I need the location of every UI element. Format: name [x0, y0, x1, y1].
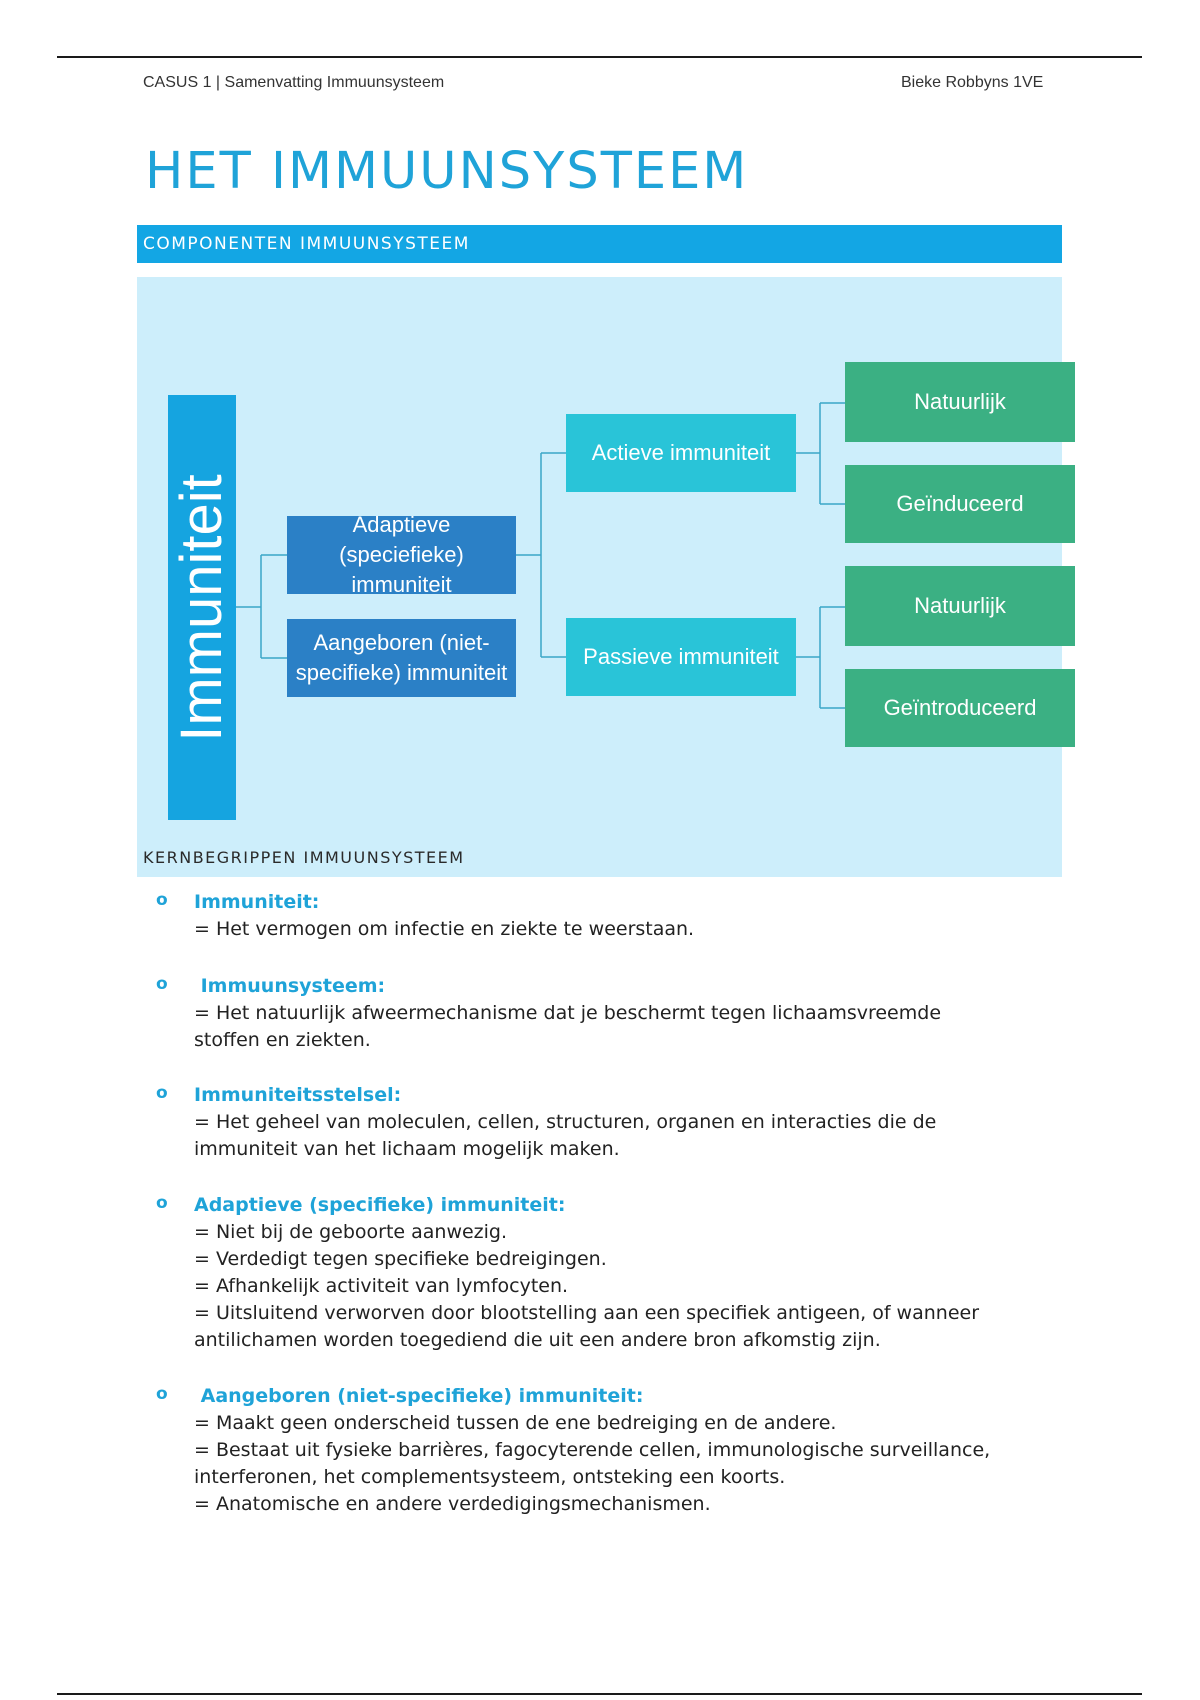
definition-line: = Uitsluitend verworven door blootstelling aan een specifiek antigeen, of wanneer — [194, 1302, 980, 1324]
definition-line: = Het natuurlijk afweermechanisme dat je beschermt tegen lichaamsvreemde — [194, 1002, 942, 1024]
bullet-marker: o — [156, 974, 168, 994]
bullet-marker: o — [156, 890, 168, 910]
definition-term: Immuunsysteem: — [194, 975, 386, 997]
definition-term: Immuniteit: — [194, 891, 320, 913]
definition-term: Immuniteitsstelsel: — [194, 1084, 402, 1106]
diagram-node-root — [168, 395, 236, 820]
section-heading-components: COMPONENTEN IMMUUNSYSTEEM — [137, 225, 1062, 263]
diagram-node-passive: Passieve immuniteit — [566, 618, 796, 696]
bullet-marker: o — [156, 1193, 168, 1213]
definition-item — [155, 1382, 1055, 1518]
diagram-node-passive-introduced: Geïntroduceerd — [845, 669, 1075, 747]
header-right: Bieke Robbyns 1VE — [901, 74, 1044, 91]
diagram-node-innate: Aangeboren (niet-specifieke) immuniteit — [287, 619, 516, 697]
definition-line: = Verdedigt tegen specifieke bedreigingen. — [194, 1248, 607, 1270]
diagram-node-active-natural: Natuurlijk — [845, 362, 1075, 442]
diagram-node-adaptive: Adaptieve (speciefieke) immuniteit — [287, 516, 516, 594]
definition-line: antilichamen worden toegediend die uit een andere bron afkomstig zijn. — [194, 1329, 881, 1351]
bullet-marker: o — [156, 1083, 168, 1103]
header-left: CASUS 1 | Samenvatting Immuunsysteem — [143, 74, 445, 91]
definition-line: = Het geheel van moleculen, cellen, structuren, organen en interacties die de — [194, 1111, 937, 1133]
diagram-node-passive-natural: Natuurlijk — [845, 566, 1075, 646]
definition-line: = Het vermogen om infectie en ziekte te weerstaan. — [194, 918, 695, 940]
diagram-node-active: Actieve immuniteit — [566, 414, 796, 492]
definition-term: Adaptieve (specifieke) immuniteit: — [194, 1194, 566, 1216]
definition-line: stoffen en ziekten. — [194, 1029, 371, 1051]
definition-item — [155, 888, 1055, 943]
definition-item — [155, 972, 1055, 1054]
bullet-marker: o — [156, 1384, 168, 1404]
diagram-node-active-induced: Geïnduceerd — [845, 465, 1075, 543]
definition-line: = Anatomische en andere verdedigingsmechanismen. — [194, 1493, 711, 1515]
definition-line: = Afhankelijk activiteit van lymfocyten. — [194, 1275, 569, 1297]
diagram-node-root-label: Immuniteit — [169, 473, 235, 742]
definition-line: interferonen, het complementsysteem, ontsteking een koorts. — [194, 1466, 786, 1488]
definition-line: immuniteit van het lichaam mogelijk maken. — [194, 1138, 620, 1160]
bottom-rule — [57, 1693, 1142, 1695]
section-heading-key-concepts: KERNBEGRIPPEN IMMUUNSYSTEEM — [143, 848, 465, 867]
page-title: HET IMMUUNSYSTEEM — [145, 142, 749, 201]
definition-term: Aangeboren (niet-specifieke) immuniteit: — [194, 1385, 644, 1407]
definition-line: = Niet bij de geboorte aanwezig. — [194, 1221, 508, 1243]
definition-item — [155, 1191, 1055, 1354]
definition-line: = Maakt geen onderscheid tussen de ene bedreiging en de andere. — [194, 1412, 837, 1434]
definition-line: = Bestaat uit fysieke barrières, fagocyterende cellen, immunologische surveillance, — [194, 1439, 991, 1461]
definition-item — [155, 1081, 1055, 1163]
definition-list — [155, 888, 1055, 1518]
